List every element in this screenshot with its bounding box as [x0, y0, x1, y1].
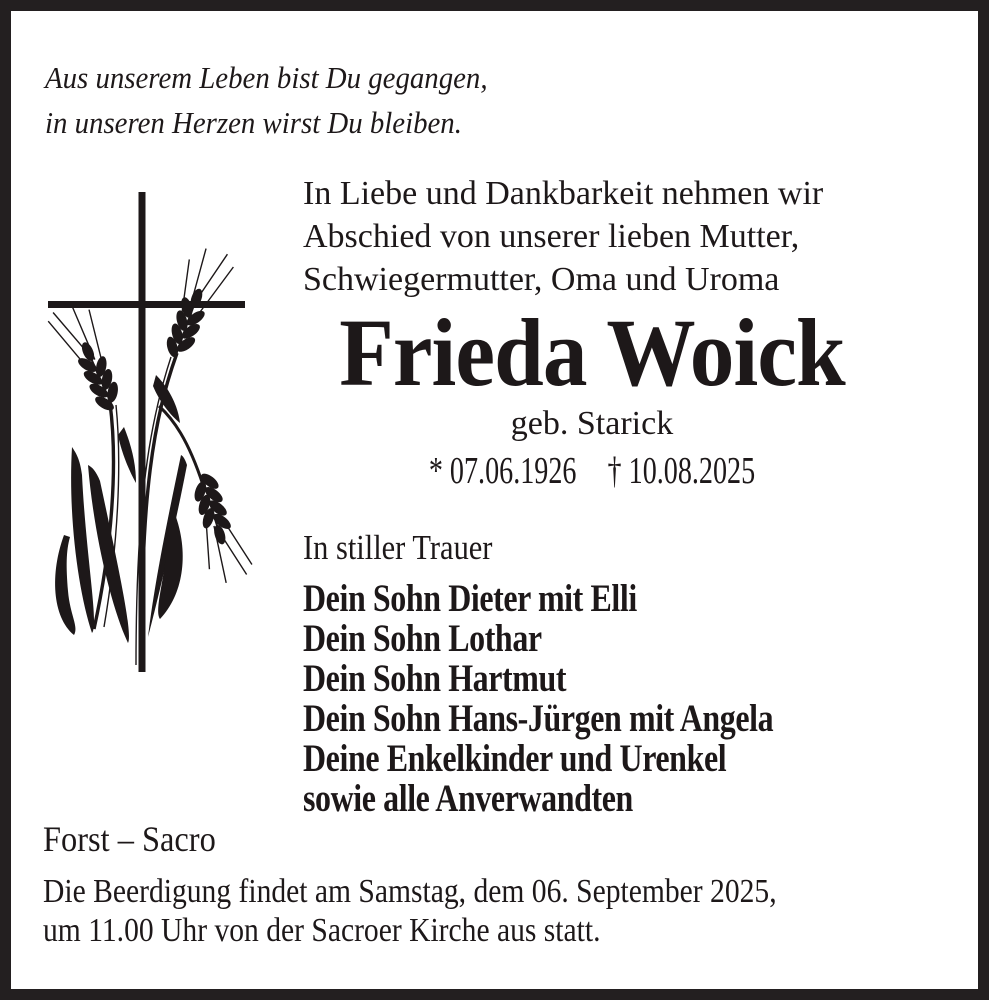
intro-line-3: Schwiegermutter, Oma und Uroma	[303, 261, 780, 298]
quote-line-2: in unseren Herzen wirst Du bleiben.	[45, 105, 462, 140]
funeral-line-2: um 11.00 Uhr von der Sacroer Kirche aus statt.	[43, 912, 601, 949]
wheat-leaf	[55, 535, 75, 635]
wheat-leaf	[88, 465, 129, 643]
deceased-block	[303, 299, 881, 492]
intro-line-1: In Liebe und Dankbarkeit nehmen wir	[303, 175, 824, 212]
wheat-ear-drooping	[182, 466, 255, 587]
funeral-info	[43, 872, 777, 950]
place-line: Forst – Sacro	[43, 819, 216, 859]
mourner-line: sowie alle Anverwandten	[303, 777, 633, 820]
intro-text	[303, 172, 823, 301]
life-dates	[378, 450, 806, 492]
cross-horizontal-bar	[48, 301, 245, 308]
birth-date: * 07.06.1926	[428, 450, 577, 492]
maiden-name: geb. Starick	[510, 405, 674, 442]
wheat-awns	[193, 503, 255, 586]
funeral-line-1: Die Beerdigung findet am Samstag, dem 06. September 2025,	[43, 873, 777, 910]
intro-line-2: Abschied von unserer lieben Mutter,	[303, 218, 800, 255]
wheat-leaf	[118, 427, 136, 483]
wheat-awns	[45, 297, 114, 384]
quote-line-1: Aus unserem Leben bist Du gegangen,	[45, 60, 488, 95]
mourning-intro: In stiller Trauer	[303, 528, 493, 567]
mourners-list	[303, 579, 773, 819]
death-date: † 10.08.2025	[607, 450, 756, 492]
mourner-line: Dein Sohn Hartmut	[303, 657, 567, 700]
wheat-ear-left	[45, 297, 131, 421]
mourner-line: Dein Sohn Lothar	[303, 617, 542, 660]
memorial-quote	[45, 55, 488, 145]
mourner-line: Dein Sohn Hans-Jürgen mit Angela	[303, 697, 774, 740]
deceased-name: Frieda Woick	[339, 299, 845, 406]
mourner-line: Dein Sohn Dieter mit Elli	[303, 577, 637, 620]
cross-and-wheat-icon	[28, 165, 288, 675]
mourner-line: Deine Enkelkinder und Urenkel	[303, 737, 727, 780]
